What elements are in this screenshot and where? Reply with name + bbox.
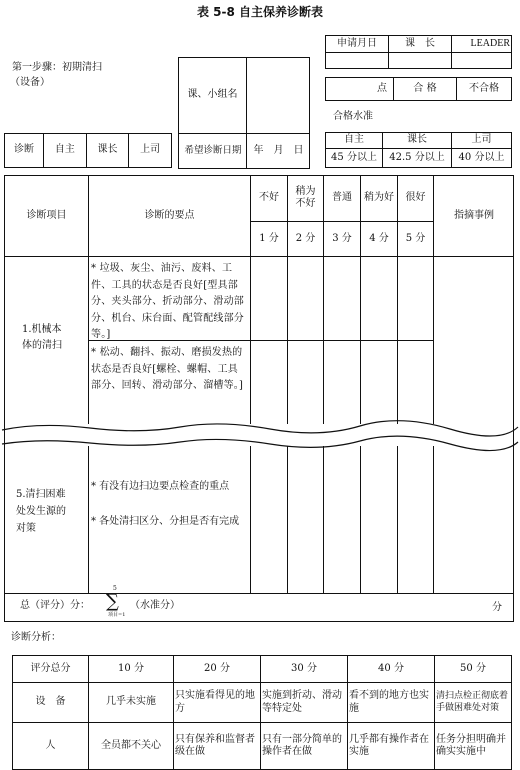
analysis-label: 诊断分析： bbox=[11, 632, 61, 643]
equipment-10: 几乎未实施 bbox=[89, 683, 174, 723]
total-prefix: 总（评分）分： bbox=[20, 600, 90, 611]
people-50: 任务分担明确并确实实施中 bbox=[435, 723, 512, 770]
standard-role-manager: 课长 bbox=[383, 133, 452, 149]
standard-score-boss: 40 分以上 bbox=[452, 149, 512, 168]
analysis-header-30: 30 分 bbox=[261, 656, 348, 683]
level-5-score: 5 分 bbox=[405, 232, 426, 244]
level-3-score: 3 分 bbox=[332, 232, 352, 244]
fail-header: 不合格 bbox=[457, 78, 512, 101]
diag-label: 诊断 bbox=[5, 134, 44, 168]
group-name-label: 课、小组名 bbox=[187, 88, 238, 100]
analysis-header-40: 40 分 bbox=[348, 656, 435, 683]
people-30: 只有一部分简单的操作者在做 bbox=[261, 723, 348, 770]
item-1-point-1: * 垃圾、灰尘、油污、废料、工件、工具的状态是否良好[型具部分、夹头部分、折动部分、滑动部分、机台、床台面、配管配线部分等。] bbox=[91, 263, 244, 340]
analysis-table bbox=[12, 655, 512, 770]
pass-fail-table bbox=[325, 77, 512, 101]
col-item-header: 诊断项目 bbox=[26, 209, 67, 221]
item-5-point-2: * 各处清扫区分、分担是否有完成 bbox=[91, 516, 240, 527]
col-remarks-header: 指摘事例 bbox=[454, 209, 494, 221]
pass-header: 合 格 bbox=[394, 78, 457, 101]
standard-role-boss: 上司 bbox=[452, 133, 512, 149]
level-1-score: 1 分 bbox=[259, 232, 279, 244]
analysis-header-total: 评分总分 bbox=[13, 656, 89, 683]
total-suffix: （水准分） bbox=[130, 600, 180, 611]
total-sum-bottom: 项目=1 bbox=[108, 612, 126, 618]
points-header: 点 bbox=[326, 78, 394, 101]
standard-role-self: 自主 bbox=[326, 133, 383, 149]
apply-manager-cell[interactable] bbox=[389, 52, 452, 69]
level-4-label: 稍为好 bbox=[364, 191, 394, 203]
item-5-label: 5.清扫困难 处发生源的 对策 bbox=[16, 488, 66, 534]
equipment-20: 只实施看得见的地方 bbox=[174, 683, 261, 723]
standard-score-manager: 42.5 分以上 bbox=[383, 149, 452, 168]
analysis-row-equipment: 设 备 bbox=[13, 683, 89, 723]
apply-leader-cell[interactable] bbox=[452, 52, 512, 69]
diagnosis-sign-row bbox=[4, 133, 172, 168]
desired-date-value[interactable]: 年 月 日 bbox=[253, 144, 304, 156]
level-2-score: 2 分 bbox=[295, 232, 316, 244]
group-name-value[interactable] bbox=[247, 58, 309, 133]
level-5-label: 很好 bbox=[405, 191, 426, 203]
item-5-point-1: * 有没有边扫边要点检查的重点 bbox=[91, 481, 230, 492]
equipment-50: 清扫点检正彻底着手做困难处对策 bbox=[435, 683, 512, 723]
equipment-40: 看不到的地方也实施 bbox=[348, 683, 435, 723]
page-title: 表 5-8 自主保养诊断表 bbox=[196, 5, 324, 19]
application-table bbox=[325, 35, 512, 69]
apply-leader-header: LEADER bbox=[452, 36, 512, 53]
level-1-label: 不好 bbox=[259, 191, 279, 203]
item-1-point-2: * 松动、翻抖、振动、磨损发热的状态是否良好[螺栓、螺帽、工具部分、回转、滑动部分、溜槽等。] bbox=[91, 347, 244, 391]
level-2-label: 稍为 不好 bbox=[295, 185, 316, 209]
equipment-30: 实施到折动、滑动等特定处 bbox=[261, 683, 348, 723]
apply-manager-header: 课 长 bbox=[389, 36, 452, 53]
analysis-row-people: 人 bbox=[13, 723, 89, 770]
standard-score-self: 45 分以上 bbox=[326, 149, 383, 168]
diag-manager[interactable]: 课长 bbox=[86, 134, 129, 168]
item-1-label: 1.机械本 体的清扫 bbox=[22, 324, 62, 351]
pass-standard-table bbox=[325, 132, 512, 168]
apply-date-cell[interactable] bbox=[326, 52, 389, 69]
step-label: 第一步骤：初期清扫 bbox=[12, 62, 102, 73]
total-unit: 分 bbox=[492, 602, 502, 613]
analysis-header-20: 20 分 bbox=[174, 656, 261, 683]
col-points-header: 诊断的要点 bbox=[144, 209, 195, 221]
step-sublabel: （设备） bbox=[10, 77, 50, 88]
people-10: 全员都不关心 bbox=[89, 723, 174, 770]
people-20: 只有保养和监督者级在做 bbox=[174, 723, 261, 770]
desired-date-label: 希望诊断日期 bbox=[184, 145, 242, 157]
level-4-score: 4 分 bbox=[369, 232, 389, 244]
analysis-header-10: 10 分 bbox=[89, 656, 174, 683]
diag-self[interactable]: 自主 bbox=[44, 134, 87, 168]
analysis-header-50: 50 分 bbox=[435, 656, 512, 683]
pass-standard-label: 合格水准 bbox=[333, 111, 373, 122]
total-sum-symbol: ∑ bbox=[106, 591, 119, 612]
total-sum-top: 5 bbox=[113, 585, 117, 592]
diag-boss[interactable]: 上司 bbox=[129, 134, 172, 168]
page-break-mark bbox=[0, 418, 520, 458]
apply-date-header: 申请月日 bbox=[326, 36, 389, 53]
level-3-label: 普通 bbox=[332, 191, 352, 203]
people-40: 几乎都有操作者在实施 bbox=[348, 723, 435, 770]
